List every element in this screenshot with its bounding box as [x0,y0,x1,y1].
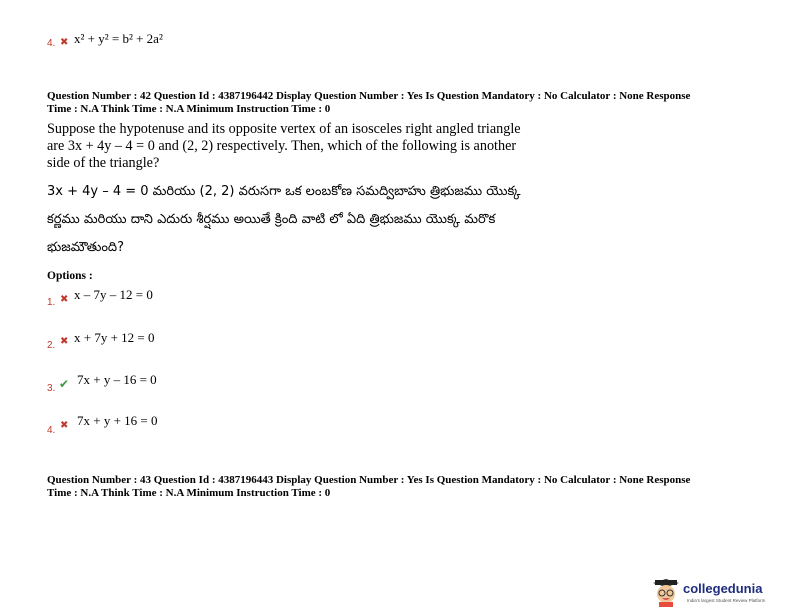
q42-telugu-line2: కర్ణము మరియు దాని ఎదురు శీర్షము అయితే క్రింది వాటి లో ఏది త్రిభుజము యొక్క మరొక [47,212,496,227]
options-title: Options : [47,270,93,282]
prev-option-equation: x² + y² = b² + 2a² [74,31,163,46]
check-icon: ✔ [59,377,70,391]
q42-english-line1: Suppose the hypotenuse and its opposite vertex of an isosceles right angled triangle [47,121,521,137]
option-number: 2. [47,340,56,351]
cross-icon: ✖ [60,37,69,48]
option-text: 7x + y + 16 = 0 [77,413,158,428]
cross-icon: ✖ [60,420,69,431]
option-number: 4. [47,425,56,436]
q42-english-line3: side of the triangle? [47,155,160,171]
option-text: x + 7y + 12 = 0 [74,330,155,345]
q43-meta-line1: Question Number : 43 Question Id : 4387196443 Display Question Number : Yes Is Question Mandatory : No Calculator : None Response [47,474,691,486]
cross-icon: ✖ [60,294,69,305]
cross-icon: ✖ [60,336,69,347]
logo-tagline: India's largest Student Review Platform [687,598,766,603]
q43-meta-line2: Time : N.A Think Time : N.A Minimum Instruction Time : 0 [47,487,331,499]
q42-meta-line1: Question Number : 42 Question Id : 4387196442 Display Question Number : Yes Is Question Mandatory : No Calculator : None Response [47,90,691,102]
logo-name: collegedunia [683,581,763,596]
q42-telugu-line1: 3x + 4y – 4 = 0 మరియు (2, 2) వరుసగా ఒక లంబకోణ సమద్విబాహు త్రిభుజము యొక్క [47,184,521,199]
mascot-icon [653,579,679,607]
q42-telugu-line3: భుజమౌతుంది? [47,240,124,255]
option-number: 1. [47,297,56,308]
q42-meta-line2: Time : N.A Think Time : N.A Minimum Instruction Time : 0 [47,103,331,115]
option-text: x – 7y – 12 = 0 [74,287,153,302]
q42-english-line2: are 3x + 4y – 4 = 0 and (2, 2) respectively. Then, which of the following is another [47,138,517,154]
prev-option-number: 4. [47,38,56,49]
option-number: 3. [47,383,56,394]
option-text: 7x + y – 16 = 0 [77,372,157,387]
collegedunia-logo [653,579,792,609]
